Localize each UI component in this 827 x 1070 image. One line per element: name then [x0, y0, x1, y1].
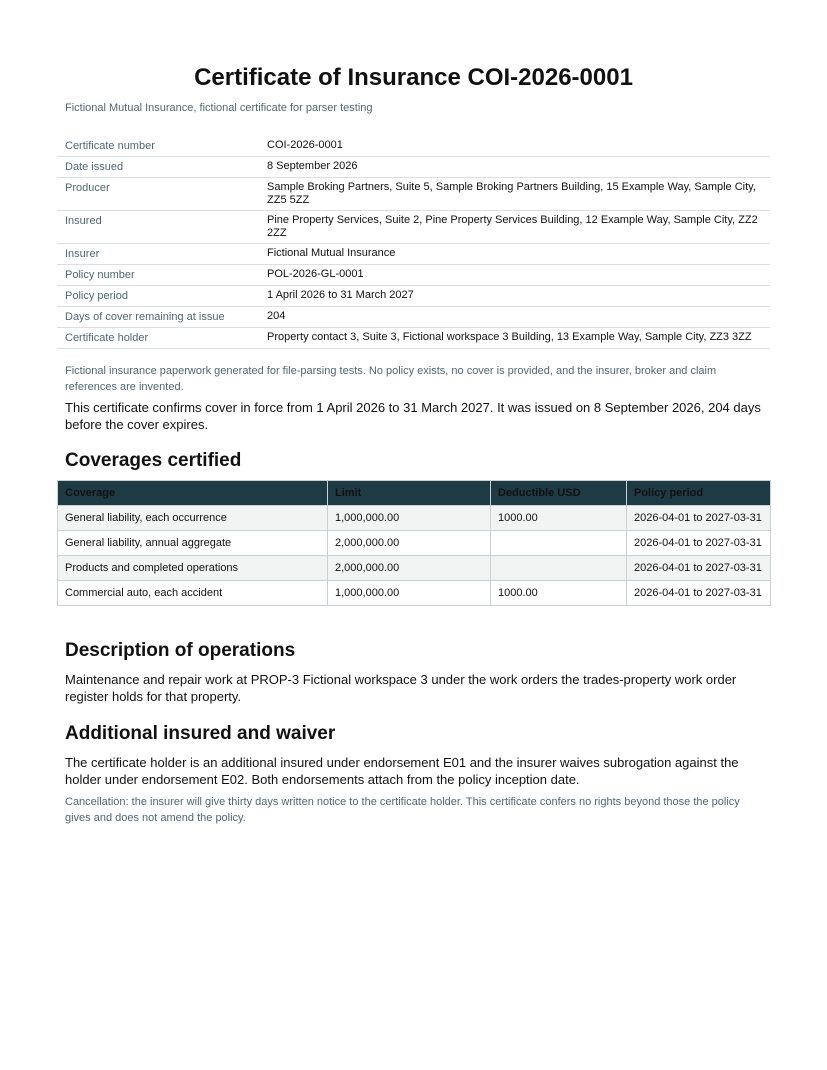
detail-row [57, 136, 770, 157]
policy-period-cell: 2026-04-01 to 2027-03-31 [627, 506, 771, 531]
detail-value: COI-2026-0001 [259, 136, 770, 157]
limit-cell: 1,000,000.00 [328, 581, 491, 606]
detail-label: Policy number [57, 265, 259, 286]
coverages-heading: Coverages certified [65, 450, 242, 471]
detail-value: Sample Broking Partners, Suite 5, Sample Broking Partners Building, 15 Example Way, Sample City, ZZ5 5ZZ [259, 178, 770, 211]
detail-label: Days of cover remaining at issue [57, 307, 259, 328]
policy-period-cell: 2026-04-01 to 2027-03-31 [627, 531, 771, 556]
detail-row [57, 265, 770, 286]
detail-value: POL-2026-GL-0001 [259, 265, 770, 286]
detail-label: Date issued [57, 157, 259, 178]
cover-summary: This certificate confirms cover in force from 1 April 2026 to 31 March 2027. It was issued on 8 September 2026, 204 days before the cover expires. [65, 400, 761, 432]
detail-value: Fictional Mutual Insurance [259, 244, 770, 265]
detail-label: Certificate holder [57, 328, 259, 349]
page-title: Certificate of Insurance COI-2026-0001 [194, 64, 633, 91]
detail-row [57, 178, 770, 211]
deductible-cell [491, 556, 627, 581]
detail-label: Producer [57, 178, 259, 211]
limit-cell: 1,000,000.00 [328, 506, 491, 531]
subtitle: Fictional Mutual Insurance, fictional certificate for parser testing [65, 102, 373, 114]
policy-period-cell: 2026-04-01 to 2027-03-31 [627, 581, 771, 606]
certificate-details-table [57, 136, 770, 349]
coverages-header-row [58, 481, 771, 506]
detail-row [57, 328, 770, 349]
table-row [58, 556, 771, 581]
additional-insured-text: The certificate holder is an additional insured under endorsement E01 and the insurer waives subrogation against the holder under endorsement E02. Both endorsements attach from the policy inception date. [65, 755, 739, 787]
detail-row [57, 244, 770, 265]
detail-row [57, 307, 770, 328]
limit-cell: 2,000,000.00 [328, 556, 491, 581]
deductible-cell [491, 531, 627, 556]
cancellation-notice: Cancellation: the insurer will give thirty days written notice to the certificate holder. This certificate confers no rights beyond those the policy gives and does not amend the policy. [65, 796, 740, 824]
operations-text: Maintenance and repair work at PROP-3 Fictional workspace 3 under the work orders the trades-property work order register holds for that property. [65, 672, 737, 704]
detail-value: Property contact 3, Suite 3, Fictional workspace 3 Building, 13 Example Way, Sample City, ZZ3 3ZZ [259, 328, 770, 349]
coverage-cell: General liability, each occurrence [58, 506, 328, 531]
deductible-cell: 1000.00 [491, 581, 627, 606]
detail-label: Insured [57, 211, 259, 244]
deductible-cell: 1000.00 [491, 506, 627, 531]
detail-value: 8 September 2026 [259, 157, 770, 178]
additional-insured-heading: Additional insured and waiver [65, 723, 336, 744]
column-header-limit: Limit [328, 481, 491, 506]
detail-label: Policy period [57, 286, 259, 307]
column-header-deductible: Deductible USD [491, 481, 627, 506]
limit-cell: 2,000,000.00 [328, 531, 491, 556]
policy-period-cell: 2026-04-01 to 2027-03-31 [627, 556, 771, 581]
detail-row [57, 157, 770, 178]
coverage-cell: Products and completed operations [58, 556, 328, 581]
coverages-table [57, 480, 771, 606]
column-header-coverage: Coverage [58, 481, 328, 506]
detail-value: Pine Property Services, Suite 2, Pine Property Services Building, 12 Example Way, Sample City, ZZ2 2ZZ [259, 211, 770, 244]
detail-value: 1 April 2026 to 31 March 2027 [259, 286, 770, 307]
detail-label: Insurer [57, 244, 259, 265]
detail-label: Certificate number [57, 136, 259, 157]
table-row [58, 506, 771, 531]
coverage-cell: Commercial auto, each accident [58, 581, 328, 606]
coverage-cell: General liability, annual aggregate [58, 531, 328, 556]
column-header-policy-period: Policy period [627, 481, 771, 506]
detail-row [57, 211, 770, 244]
operations-heading: Description of operations [65, 640, 296, 661]
detail-row [57, 286, 770, 307]
table-row [58, 581, 771, 606]
detail-value: 204 [259, 307, 770, 328]
disclaimer-notice: Fictional insurance paperwork generated for file-parsing tests. No policy exists, no cover is provided, and the insurer, broker and claim references are invented. [65, 365, 717, 393]
table-row [58, 531, 771, 556]
